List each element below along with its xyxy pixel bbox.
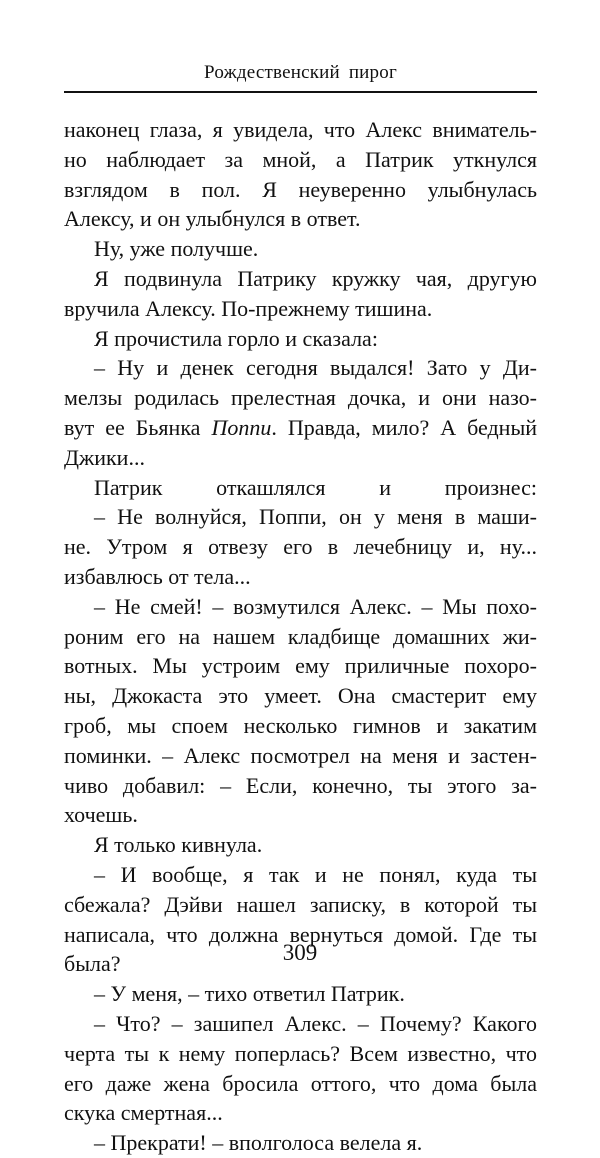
text-line: Джики... — [64, 444, 145, 470]
text-line: черта ты к нему поперлась? Всем известно, что — [64, 1040, 537, 1066]
text-line: не. Утром я отвезу его в лечебницу и, ну... — [64, 534, 537, 560]
text-line: его даже жена бросила оттого, что дома была — [64, 1070, 537, 1096]
text-line: – Не волнуйся, Поппи, он у меня в маши- — [94, 504, 537, 530]
text-line: Я прочистила горло и сказала: — [94, 325, 378, 351]
text-line: гроб, мы споем несколько гимнов и закатим — [64, 712, 537, 738]
text-line-with-italic — [64, 413, 537, 443]
text-line: – Не смей! – возмутился Алекс. – Мы похо- — [94, 593, 537, 619]
text-line: – Что? – зашипел Алекс. – Почему? Какого — [94, 1010, 537, 1036]
text-line: сбежала? Дэйви нашел записку, в которой ты — [64, 891, 537, 917]
text-line: – Ну и денек сегодня выдался! Зато у Ди- — [94, 355, 537, 381]
text-line: Я подвинула Патрику кружку чая, другую — [94, 265, 537, 291]
text-line: поминки. – Алекс посмотрел на меня и застен- — [64, 742, 537, 768]
text-segment: вут ее Бьянка — [64, 414, 212, 440]
text-line: избавлюсь от тела... — [64, 563, 251, 589]
text-line: Я только кивнула. — [94, 832, 263, 858]
text-line: вручила Алексу. По-прежнему тишина. — [64, 295, 433, 321]
text-line: мелзы родилась прелестная дочка, и они назо- — [64, 385, 537, 411]
text-line: была? — [64, 951, 121, 977]
header-rule — [64, 91, 537, 93]
text-line: хочешь. — [64, 802, 138, 828]
text-line: Патрик откашлялся и произнес: — [94, 474, 537, 500]
text-line: написала, что должна вернуться домой. Где ты — [64, 921, 537, 947]
text-line: Ну, уже получше. — [94, 236, 259, 262]
page-number: 309 — [282, 940, 318, 965]
text-line: но наблюдает за мной, а Патрик уткнулся — [64, 146, 537, 172]
text-line: скука смертная... — [64, 1100, 223, 1126]
text-line: – Прекрати! – вполголоса велела я. — [94, 1130, 423, 1156]
text-line: – И вообще, я так и не понял, куда ты — [94, 861, 537, 887]
text-line: взглядом в пол. Я неуверенно улыбнулась — [64, 176, 537, 202]
text-line: чиво добавил: – Если, конечно, ты этого за- — [64, 772, 537, 798]
italic-name: Поппи — [211, 414, 272, 440]
text-line: роним его на нашем кладбище домашних жи- — [64, 623, 537, 649]
text-line: Алексу, и он улыбнулся в ответ. — [64, 206, 361, 232]
body-text — [64, 115, 537, 1158]
text-line: вотных. Мы устроим ему приличные похоро- — [64, 653, 537, 679]
text-line: наконец глаза, я увидела, что Алекс вниматель- — [64, 117, 537, 142]
text-segment: . Правда, мило? А бедный — [271, 414, 537, 440]
text-line: – У меня, – тихо ответил Патрик. — [94, 981, 405, 1007]
running-title: Рождественский пирог — [204, 62, 397, 83]
text-line: ны, Джокаста это умеет. Она смастерит ему — [64, 683, 537, 709]
